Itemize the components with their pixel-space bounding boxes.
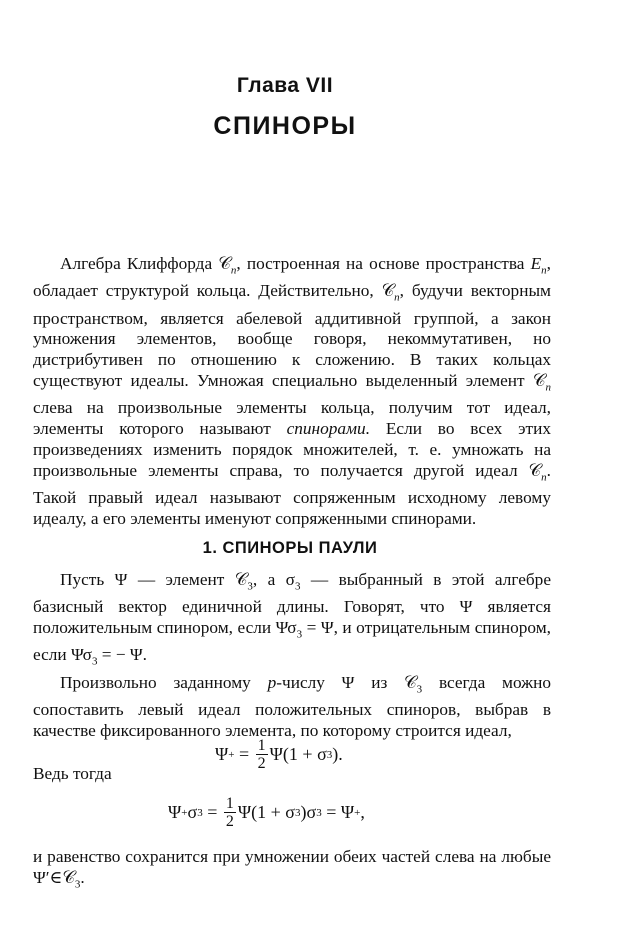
section-paragraph-1: Пусть Ψ — элемент 𝒞$_3$, а $\sigma_3$ — выбранный в этой алгебре базисный вектор единичной длины. Говорят, что Ψ является положительным спинором, если $\Psi\sigma_3 = \Psi$, и отрицательным спинором, если $\Psi\sigma_3$ = − Ψ. Произвольно заданному p-числу Ψ из 𝒞$_3$ всегда можно сопоставить левый идеал положительных спиноров, выбрав в качестве фиксированного элемента, по которому строится идеал, (33, 570, 551, 740)
formula-psi-plus-sigma: Ψ + σ 3 = $\frac{1}{2}$ Ψ(1 + σ 3 )σ 3 = Ψ + , (168, 795, 365, 830)
closing-paragraph: и равенство сохранится при умножении обеих частей слева на любые Ψ′∈𝒞$_3$. (33, 847, 551, 891)
ved-togda-line: Ведь тогда (33, 764, 112, 783)
fraction-one-half: $\frac{1}{2}$ (225, 795, 234, 830)
fraction-one-half: $\frac{1}{2}$ (257, 737, 266, 772)
chapter-label: Глава VII (236, 74, 334, 97)
formula-psi-plus: Ψ + = $\frac{1}{2}$ Ψ(1 + σ 3 ). (215, 737, 343, 772)
section-heading: 1. СПИНОРЫ ПАУЛИ (202, 539, 378, 557)
intro-paragraph: Алгебра Клиффорда 𝒞$_n$, построенная на основе пространства $E_n$, обладает структурой кольца. Действительно, 𝒞$_n$, будучи векторным пространством, является абелевой аддитивной группой, а закон умножения элементов, вообще говоря, некоммутативен, но дистрибутивен по отношению к сложению. В таких кольцах существуют идеалы. Умножая специально выделенный элемент 𝒞$_n$ слева на произвольные элементы кольца, получим тот идеал, элементы которого называют спинорами. Если во всех этих произведениях изменить порядок множителей, т. е. умножать на произвольные элементы справа, то получается другой идеал 𝒞$_n$. Такой правый идеал называют сопряженным исходному левому идеалу, а его элементы именуют сопряженными спинорами. (33, 254, 551, 528)
chapter-title: СПИНОРЫ (213, 112, 357, 140)
